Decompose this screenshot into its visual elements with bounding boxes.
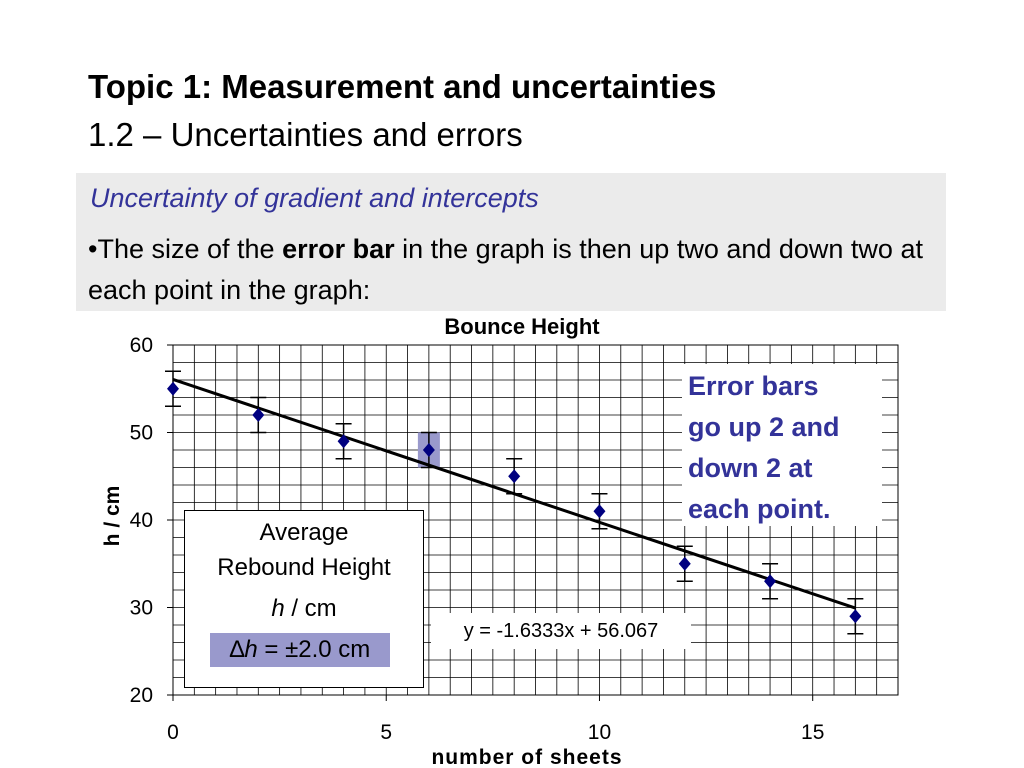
legend-line-1: Average (259, 519, 349, 546)
bullet-prefix: •The size of the (88, 234, 283, 264)
trendline-equation: y = -1.6333x + 56.067 (431, 613, 691, 649)
y-tick-label: 20 (129, 684, 153, 707)
annotation-line-2: go up 2 and (688, 412, 840, 442)
delta-h-symbol: h (244, 636, 258, 663)
y-tick-label: 40 (129, 509, 153, 532)
legend-h-symbol: h (271, 595, 285, 622)
legend-unit: / cm (284, 595, 337, 622)
y-tick-label: 50 (129, 421, 153, 445)
bullet-bold: error bar (282, 234, 395, 264)
annotation-line-1: Error bars (688, 371, 819, 401)
x-tick-label: 15 (801, 721, 825, 744)
x-tick-label: 5 (380, 721, 393, 744)
x-tick-label: 10 (587, 721, 612, 744)
error-bar-annotation (688, 366, 888, 530)
delta-symbol: ∆ (229, 636, 245, 663)
slide-title: Topic 1: Measurement and uncertainties (88, 68, 717, 105)
legend-line-2: Rebound Height (217, 554, 391, 581)
chart-title: Bounce Height (444, 314, 600, 339)
delta-value: = ±2.0 cm (257, 636, 371, 663)
annotation-line-4: each point. (688, 494, 831, 524)
legend-line-3 (185, 595, 423, 623)
legend-box (184, 510, 424, 688)
section-heading: Uncertainty of gradient and intercepts (90, 183, 539, 213)
y-axis-label: h / cm (101, 485, 124, 547)
x-tick-label: 0 (167, 721, 179, 744)
bullet-suffix: in the graph is then up two and down two at each point in the graph: (88, 234, 923, 305)
legend-uncertainty (210, 633, 390, 667)
slide-subtitle: 1.2 – Uncertainties and errors (88, 116, 523, 153)
y-tick-label: 30 (129, 596, 153, 620)
x-axis-label: number of sheets (431, 746, 623, 768)
annotation-line-3: down 2 at (688, 453, 813, 483)
y-tick-label: 60 (129, 334, 153, 357)
